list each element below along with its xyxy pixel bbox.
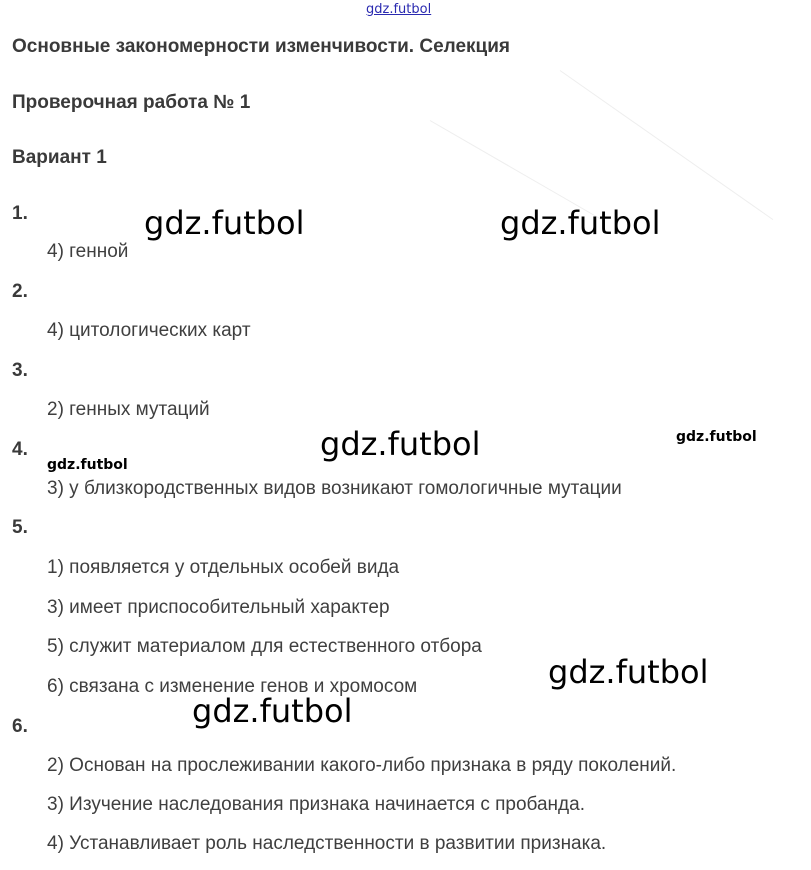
answer: 4) цитологических карт (47, 320, 251, 341)
variant-title: Вариант 1 (12, 147, 107, 168)
watermark: gdz.futbol (548, 653, 709, 691)
watermark: gdz.futbol (192, 692, 353, 730)
answer: 3) у близкородственных видов возникают гомологичные мутации (47, 478, 622, 499)
watermark: gdz.futbol (500, 204, 661, 242)
answer: 3) Изучение наследования признака начинается с пробанда. (47, 794, 585, 815)
question-number: 1. (12, 203, 28, 224)
answer: 2) генных мутаций (47, 399, 210, 420)
answer: 4) Устанавливает роль наследственности в развитии признака. (47, 833, 607, 854)
background-streak (560, 70, 774, 220)
watermark: gdz.futbol (320, 425, 481, 463)
work-title: Проверочная работа № 1 (12, 92, 251, 113)
watermark-top[interactable]: gdz.futbol (366, 2, 432, 17)
answer: 5) служит материалом для естественного отбора (47, 636, 482, 657)
watermark: gdz.futbol (47, 457, 128, 473)
question-number: 2. (12, 281, 28, 302)
answer: 6) связана с изменение генов и хромосом (47, 676, 418, 697)
answer: 2) Основан на прослеживании какого-либо признака в ряду поколений. (47, 755, 677, 776)
watermark: gdz.futbol (676, 429, 757, 445)
question-number: 3. (12, 360, 28, 381)
answer: 3) имеет приспособительный характер (47, 597, 390, 618)
question-number: 5. (12, 517, 28, 538)
watermark: gdz.futbol (144, 204, 305, 242)
question-number: 4. (12, 439, 28, 460)
answer: 1) появляется у отдельных особей вида (47, 557, 400, 578)
question-number: 6. (12, 716, 28, 737)
page-title: Основные закономерности изменчивости. Селекция (12, 36, 510, 57)
answer: 4) генной (47, 241, 129, 262)
